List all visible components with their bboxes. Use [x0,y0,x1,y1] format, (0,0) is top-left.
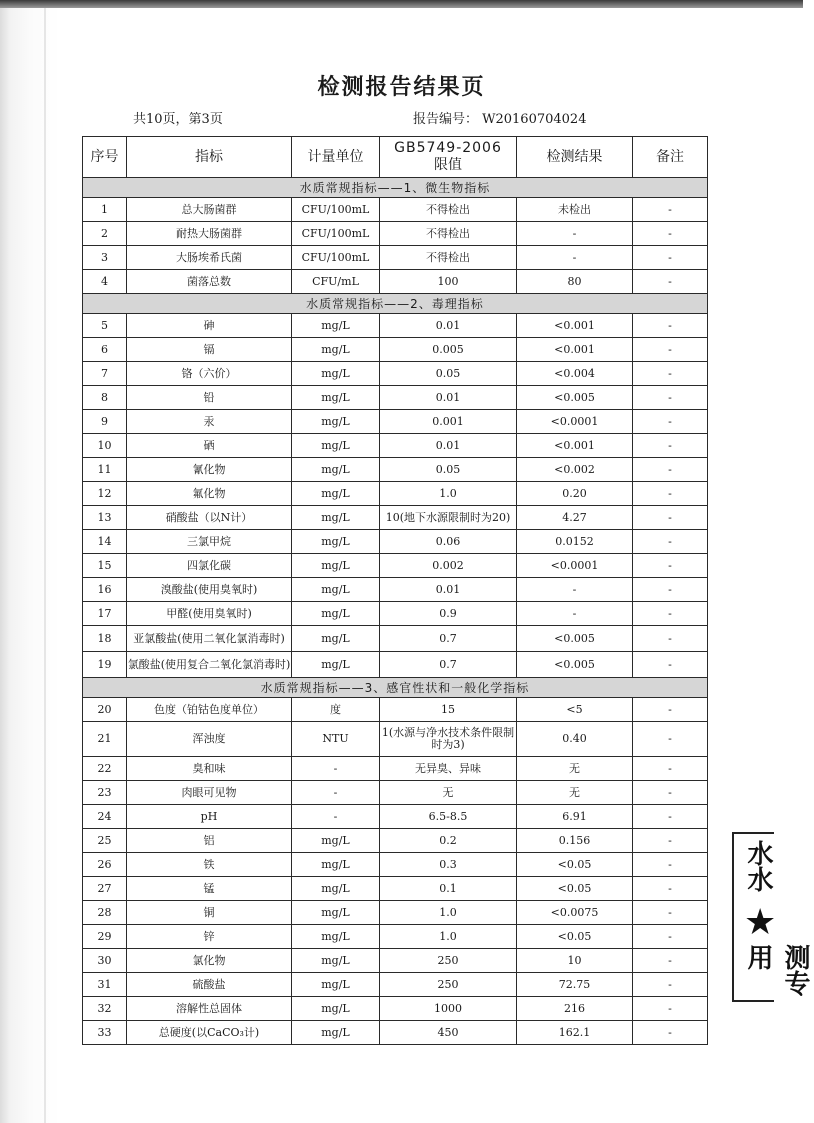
cell-limit: 0.2 [380,829,517,853]
cell-result: <0.05 [517,853,633,877]
cell-note: - [633,853,708,877]
cell-note: - [633,781,708,805]
cell-unit: mg/L [292,362,380,386]
cell-no: 9 [83,410,127,434]
table-row [83,410,708,434]
cell-limit: 0.7 [380,626,517,652]
table-row [83,578,708,602]
cell-result: 6.91 [517,805,633,829]
cell-no: 10 [83,434,127,458]
stamp-border-line [734,1000,774,1002]
cell-unit: mg/L [292,626,380,652]
table-row [83,246,708,270]
cell-item-name: pH [127,805,292,829]
cell-item-name: 色度（铂钴色度单位） [127,698,292,722]
cell-note: - [633,626,708,652]
cell-note: - [633,434,708,458]
cell-item-name: 四氯化碳 [127,554,292,578]
table-row [83,901,708,925]
col-header-limit [380,137,517,178]
cell-result: <0.001 [517,434,633,458]
cell-note: - [633,482,708,506]
cell-no: 1 [83,198,127,222]
cell-limit: 无 [380,781,517,805]
cell-no: 3 [83,246,127,270]
cell-result: <0.005 [517,386,633,410]
stamp-border-line [734,832,774,834]
cell-limit: 1(水源与净水技术条件限制时为3) [380,722,517,757]
cell-limit: 250 [380,973,517,997]
cell-unit: mg/L [292,853,380,877]
cell-note: - [633,386,708,410]
cell-unit: mg/L [292,554,380,578]
col-header-no: 序号 [83,137,127,178]
col-header-item: 指标 [127,137,292,178]
cell-limit: 0.7 [380,652,517,678]
cell-no: 33 [83,1021,127,1045]
cell-result: <0.05 [517,925,633,949]
table-row [83,222,708,246]
cell-item-name: 锰 [127,877,292,901]
cell-item-name: 氰化物 [127,458,292,482]
table-row [83,757,708,781]
cell-item-name: 臭和味 [127,757,292,781]
table-row [83,434,708,458]
seal-stamp [732,832,810,1002]
cell-item-name: 肉眼可见物 [127,781,292,805]
cell-no: 29 [83,925,127,949]
table-body [83,178,708,1045]
table-row [83,853,708,877]
cell-result: 未检出 [517,198,633,222]
cell-unit: mg/L [292,386,380,410]
cell-limit: 250 [380,949,517,973]
cell-item-name: 铅 [127,386,292,410]
cell-no: 15 [83,554,127,578]
cell-item-name: 铁 [127,853,292,877]
cell-limit: 0.9 [380,602,517,626]
cell-item-name: 铜 [127,901,292,925]
cell-result: <0.004 [517,362,633,386]
cell-result: 4.27 [517,506,633,530]
cell-unit: mg/L [292,1021,380,1045]
cell-limit: 6.5-8.5 [380,805,517,829]
cell-item-name: 氯化物 [127,949,292,973]
cell-limit: 0.005 [380,338,517,362]
cell-result: 162.1 [517,1021,633,1045]
cell-unit: mg/L [292,997,380,1021]
cell-result: 216 [517,997,633,1021]
cell-no: 11 [83,458,127,482]
cell-item-name: 硝酸盐（以N计） [127,506,292,530]
cell-item-name: 溴酸盐(使用臭氧时) [127,578,292,602]
cell-unit: NTU [292,722,380,757]
table-row [83,722,708,757]
cell-result: <0.005 [517,626,633,652]
cell-limit: 0.06 [380,530,517,554]
cell-no: 24 [83,805,127,829]
table-row [83,973,708,997]
cell-note: - [633,925,708,949]
cell-no: 16 [83,578,127,602]
cell-unit: mg/L [292,482,380,506]
cell-unit: mg/L [292,434,380,458]
scan-binding-shadow [44,8,46,1123]
cell-result: <0.001 [517,338,633,362]
cell-unit: CFU/100mL [292,246,380,270]
cell-unit: mg/L [292,458,380,482]
table-row [83,652,708,678]
results-table [82,136,708,1045]
table-row [83,997,708,1021]
table-row [83,805,708,829]
cell-result: 无 [517,781,633,805]
cell-unit: mg/L [292,877,380,901]
table-row [83,362,708,386]
cell-item-name: 总硬度(以CaCO₃计) [127,1021,292,1045]
cell-result: <0.0001 [517,554,633,578]
cell-unit: mg/L [292,578,380,602]
cell-limit: 0.002 [380,554,517,578]
cell-limit: 0.01 [380,314,517,338]
table-row [83,554,708,578]
cell-unit: - [292,805,380,829]
cell-limit: 0.01 [380,578,517,602]
cell-unit: mg/L [292,506,380,530]
cell-no: 4 [83,270,127,294]
cell-note: - [633,410,708,434]
cell-result: 72.75 [517,973,633,997]
table-row [83,602,708,626]
cell-item-name: 浑浊度 [127,722,292,757]
cell-item-name: 耐热大肠菌群 [127,222,292,246]
cell-result: 0.156 [517,829,633,853]
stamp-text-top: 水水 [743,840,773,892]
cell-unit: mg/L [292,949,380,973]
col-header-standard: GB5749-2006 [394,140,502,156]
table-row [83,925,708,949]
cell-item-name: 砷 [127,314,292,338]
cell-note: - [633,338,708,362]
cell-no: 23 [83,781,127,805]
table-row [83,270,708,294]
cell-note: - [633,722,708,757]
cell-item-name: 锌 [127,925,292,949]
cell-item-name: 溶解性总固体 [127,997,292,1021]
cell-limit: 0.3 [380,853,517,877]
cell-note: - [633,506,708,530]
cell-note: - [633,458,708,482]
cell-item-name: 甲醛(使用臭氧时) [127,602,292,626]
col-header-limit-label: 限值 [434,157,462,173]
report-number: 报告编号： W20160704024 [413,112,587,127]
cell-note: - [633,554,708,578]
table-header-row [83,137,708,178]
cell-result: 0.0152 [517,530,633,554]
cell-no: 30 [83,949,127,973]
cell-no: 12 [83,482,127,506]
cell-no: 14 [83,530,127,554]
table-row [83,829,708,853]
table-row [83,698,708,722]
cell-no: 17 [83,602,127,626]
section-title: 水质常规指标——1、微生物指标 [83,178,708,198]
section-title: 水质常规指标——3、感官性状和一般化学指标 [83,678,708,698]
table-row [83,1021,708,1045]
cell-result: 无 [517,757,633,781]
cell-note: - [633,270,708,294]
cell-note: - [633,698,708,722]
cell-unit: mg/L [292,652,380,678]
cell-result: 80 [517,270,633,294]
cell-limit: 无异臭、异味 [380,757,517,781]
cell-no: 2 [83,222,127,246]
cell-unit: mg/L [292,602,380,626]
cell-unit: CFU/mL [292,270,380,294]
cell-limit: 10(地下水源限制时为20) [380,506,517,530]
cell-unit: CFU/100mL [292,198,380,222]
cell-unit: 度 [292,698,380,722]
cell-limit: 15 [380,698,517,722]
cell-item-name: 大肠埃希氏菌 [127,246,292,270]
table-row [83,506,708,530]
cell-item-name: 硒 [127,434,292,458]
cell-limit: 1.0 [380,925,517,949]
cell-result: <0.005 [517,652,633,678]
cell-limit: 不得检出 [380,198,517,222]
cell-note: - [633,530,708,554]
cell-result: - [517,602,633,626]
cell-limit: 0.05 [380,458,517,482]
cell-note: - [633,602,708,626]
cell-no: 8 [83,386,127,410]
cell-limit: 1.0 [380,482,517,506]
cell-unit: mg/L [292,338,380,362]
stamp-text-bottom: 测专用 [743,944,810,996]
cell-no: 20 [83,698,127,722]
cell-result: <0.002 [517,458,633,482]
cell-limit: 1000 [380,997,517,1021]
cell-no: 27 [83,877,127,901]
cell-unit: CFU/100mL [292,222,380,246]
cell-unit: mg/L [292,925,380,949]
cell-limit: 0.05 [380,362,517,386]
page-info: 共10页，第3页 [133,112,223,127]
cell-limit: 不得检出 [380,222,517,246]
table-row [83,314,708,338]
cell-unit: - [292,757,380,781]
cell-no: 6 [83,338,127,362]
col-header-note: 备注 [633,137,708,178]
cell-item-name: 三氯甲烷 [127,530,292,554]
cell-no: 32 [83,997,127,1021]
cell-limit: 450 [380,1021,517,1045]
table-row [83,386,708,410]
cell-result: <0.001 [517,314,633,338]
cell-result: - [517,222,633,246]
cell-unit: mg/L [292,410,380,434]
cell-result: <5 [517,698,633,722]
cell-note: - [633,877,708,901]
cell-note: - [633,246,708,270]
cell-no: 21 [83,722,127,757]
cell-note: - [633,901,708,925]
cell-result: 0.40 [517,722,633,757]
cell-note: - [633,578,708,602]
scan-top-edge [0,0,803,8]
cell-item-name: 汞 [127,410,292,434]
table-row [83,458,708,482]
cell-item-name: 亚氯酸盐(使用二氧化氯消毒时) [127,626,292,652]
cell-item-name: 总大肠菌群 [127,198,292,222]
cell-unit: mg/L [292,829,380,853]
cell-note: - [633,1021,708,1045]
cell-no: 7 [83,362,127,386]
table-row [83,530,708,554]
cell-result: 10 [517,949,633,973]
cell-item-name: 铬（六价） [127,362,292,386]
cell-result: <0.05 [517,877,633,901]
cell-note: - [633,949,708,973]
table-row [83,877,708,901]
cell-unit: - [292,781,380,805]
section-row [83,178,708,198]
cell-item-name: 氟化物 [127,482,292,506]
cell-unit: mg/L [292,314,380,338]
cell-limit: 0.01 [380,386,517,410]
cell-limit: 0.001 [380,410,517,434]
cell-note: - [633,362,708,386]
cell-result: - [517,246,633,270]
section-row [83,294,708,314]
cell-item-name: 氯酸盐(使用复合二氧化氯消毒时) [127,652,292,678]
cell-no: 22 [83,757,127,781]
cell-unit: mg/L [292,530,380,554]
table-row [83,482,708,506]
cell-note: - [633,805,708,829]
cell-note: - [633,757,708,781]
cell-result: <0.0001 [517,410,633,434]
cell-limit: 0.1 [380,877,517,901]
star-icon: ★ [744,902,777,943]
cell-no: 28 [83,901,127,925]
cell-unit: mg/L [292,901,380,925]
section-row [83,678,708,698]
table-row [83,338,708,362]
col-header-result: 检测结果 [517,137,633,178]
table-row [83,949,708,973]
cell-no: 25 [83,829,127,853]
table-row [83,626,708,652]
cell-note: - [633,652,708,678]
cell-limit: 0.01 [380,434,517,458]
cell-no: 13 [83,506,127,530]
cell-no: 26 [83,853,127,877]
page-title: 检测报告结果页 [317,75,486,100]
cell-note: - [633,829,708,853]
cell-no: 18 [83,626,127,652]
section-title: 水质常规指标——2、毒理指标 [83,294,708,314]
table-row [83,781,708,805]
cell-note: - [633,222,708,246]
cell-note: - [633,973,708,997]
cell-result: 0.20 [517,482,633,506]
col-header-unit: 计量单位 [292,137,380,178]
cell-result: - [517,578,633,602]
cell-no: 31 [83,973,127,997]
cell-limit: 1.0 [380,901,517,925]
cell-result: <0.0075 [517,901,633,925]
cell-item-name: 硫酸盐 [127,973,292,997]
table-row [83,198,708,222]
cell-no: 19 [83,652,127,678]
cell-note: - [633,198,708,222]
cell-item-name: 镉 [127,338,292,362]
cell-note: - [633,314,708,338]
cell-limit: 不得检出 [380,246,517,270]
cell-note: - [633,997,708,1021]
cell-item-name: 菌落总数 [127,270,292,294]
cell-item-name: 铝 [127,829,292,853]
cell-no: 5 [83,314,127,338]
cell-unit: mg/L [292,973,380,997]
cell-limit: 100 [380,270,517,294]
